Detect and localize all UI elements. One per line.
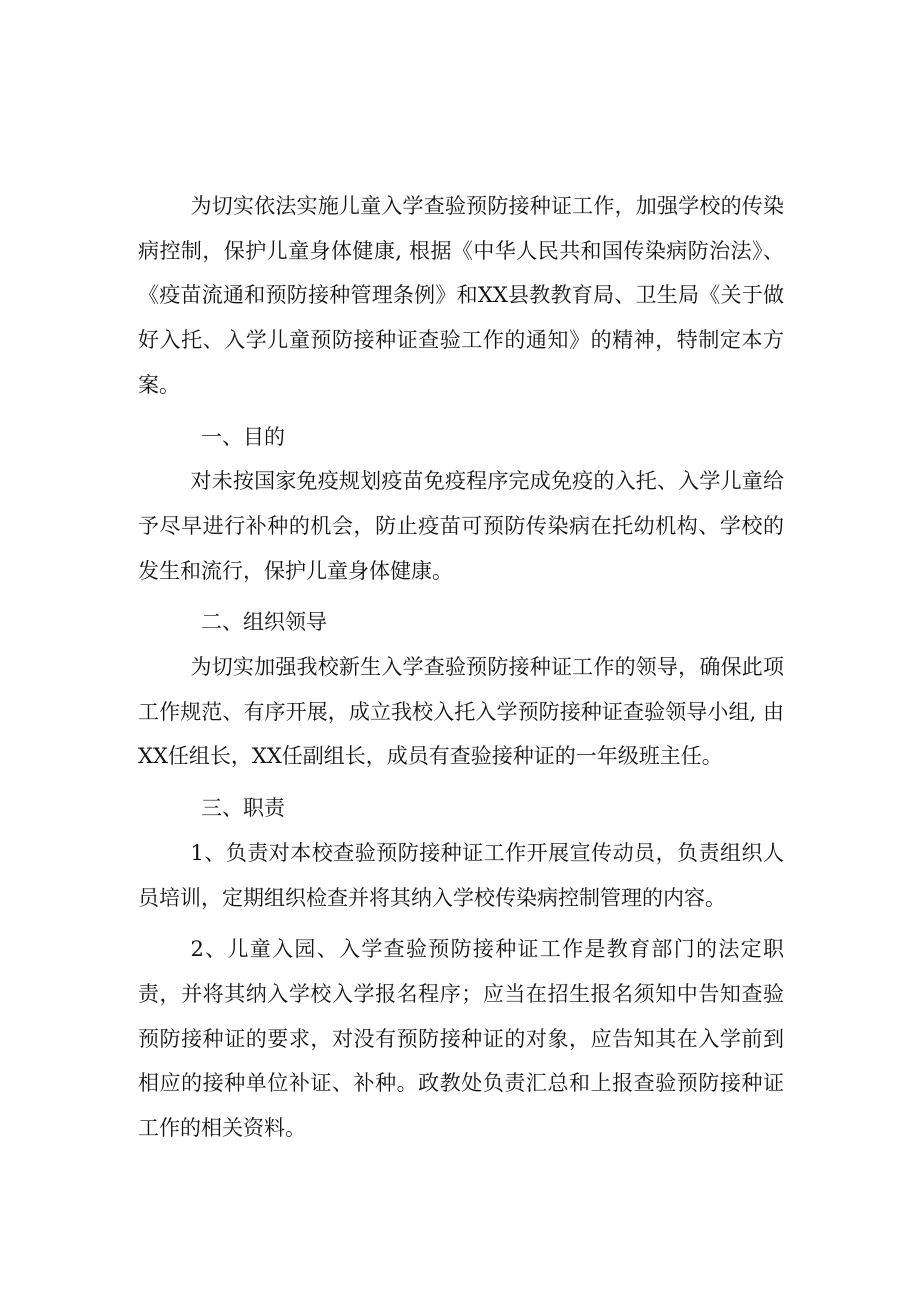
section-body-leadership: 为切实加强我校新生入学查验预防接种证工作的领导，确保此项工作规范、有序开展，成立我校入托入学预防接种证查验领导小组, 由XX任组长，XX任副组长，成员有查验接种证的一年级班主任。 bbox=[138, 655, 784, 769]
section-body-purpose: 对未按国家免疫规划疫苗免疫程序完成免疫的入托、入学儿童给予尽早进行补种的机会，防止疫苗可预防传染病在托幼机构、学校的发生和流行，保护儿童身体健康。 bbox=[138, 469, 784, 583]
paragraph-gap bbox=[138, 920, 784, 927]
document-body bbox=[138, 184, 784, 1151]
section-heading-duties: 三、职责 bbox=[201, 796, 285, 821]
intro-paragraph: 为切实依法实施儿童入学查验预防接种证工作，加强学校的传染病控制，保护儿童身体健康, 根据《中华人民共和国传染病防治法》、《疫苗流通和预防接种管理条例》和XX县教教育局、卫生局《关于做好入托、入学儿童预防接种证查验工作的通知》的精神，特制定本方案。 bbox=[138, 194, 784, 397]
duty-item-1: 1、负责对本校查验预防接种证工作开展宣传动员，负责组织人员培训，定期组织检查并将其纳入学校传染病控制管理的内容。 bbox=[138, 840, 784, 910]
section-heading-leadership: 二、组织领导 bbox=[201, 610, 327, 635]
section-heading-purpose: 一、目的 bbox=[201, 424, 285, 449]
duty-item-2: 2、儿童入园、入学查验预防接种证工作是教育部门的法定职责，并将其纳入学校入学报名程序；应当在招生报名须知中告知查验预防接种证的要求，对没有预防接种证的对象，应告知其在入学前到相应的接种单位补证、补种。政教处负责汇总和上报查验预防接种证工作的相关资料。 bbox=[138, 937, 784, 1141]
